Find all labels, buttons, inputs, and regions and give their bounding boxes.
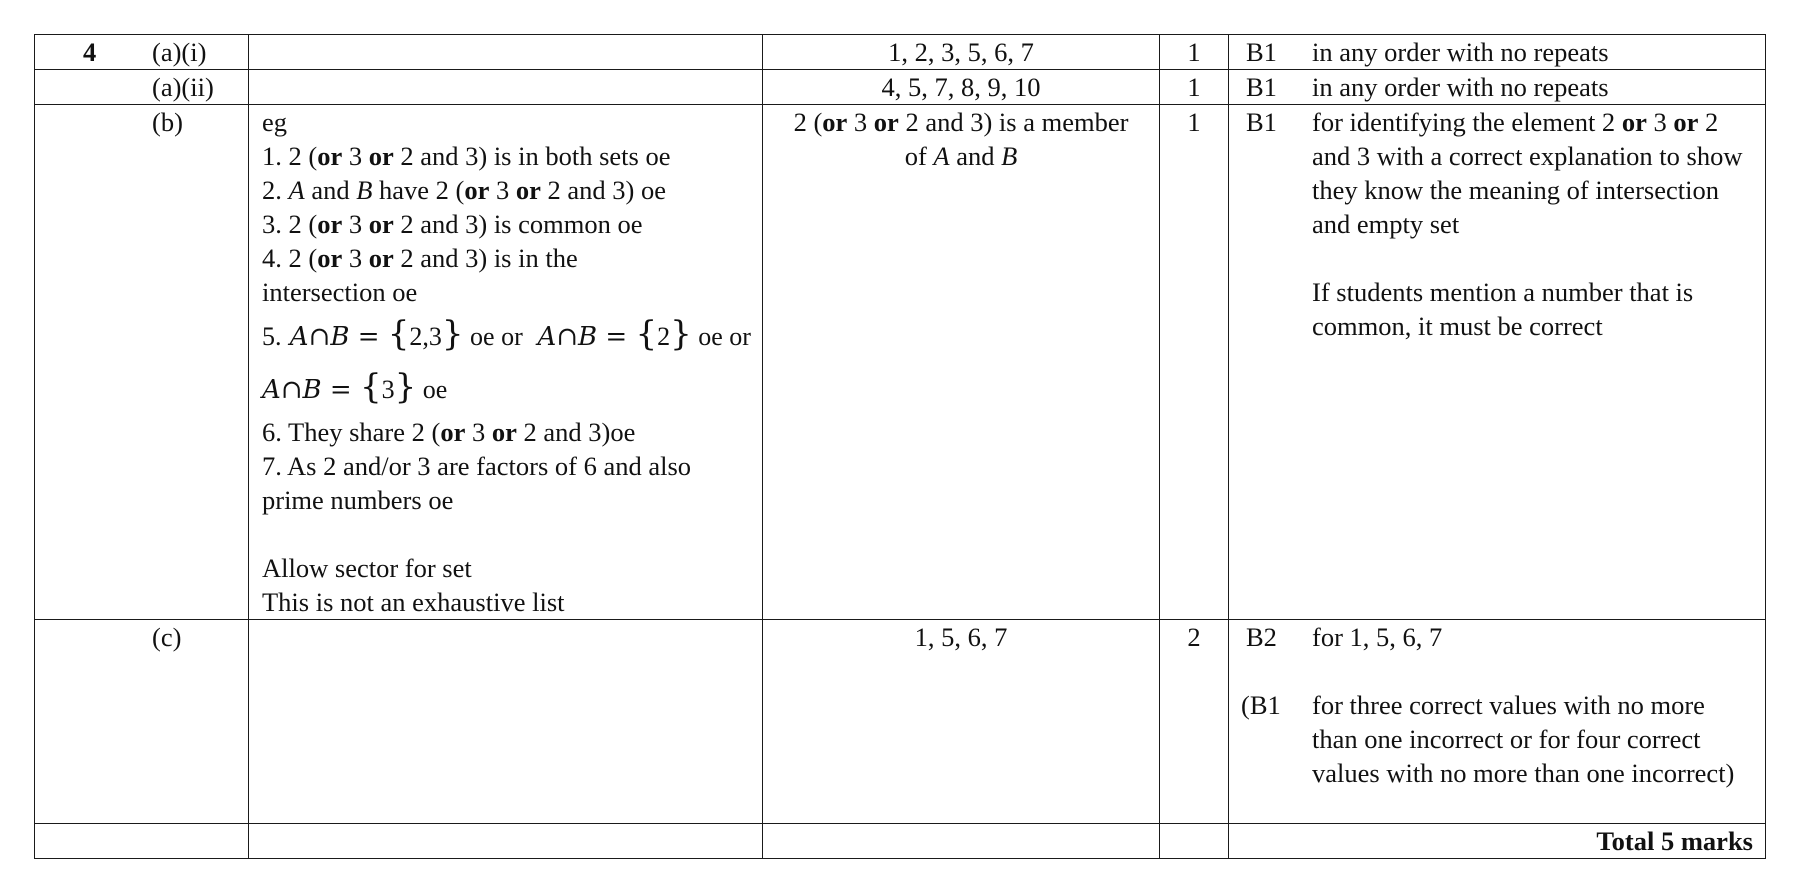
working-line-6: 6. They share 2 (or 3 or 2 and 3)oe bbox=[262, 417, 636, 447]
mark-code: B1 bbox=[1246, 37, 1277, 67]
question-cell bbox=[35, 105, 249, 620]
working-line-5b: A∩B = {3} oe bbox=[262, 367, 448, 407]
mark-cell: 2 bbox=[1160, 620, 1229, 824]
working-cell bbox=[249, 105, 763, 620]
working-line-4: 4. 2 (or 3 or 2 and 3) is in the bbox=[262, 243, 578, 273]
part-label: (a)(i) bbox=[152, 37, 207, 67]
guidance-extra: If students mention a number that is common, it must be correct bbox=[1312, 277, 1694, 341]
table-row-b bbox=[35, 105, 1766, 620]
working-cell bbox=[249, 620, 763, 824]
table-row-total bbox=[35, 824, 1766, 859]
guidance-partial-text: for three correct values with no more than one incorrect or for four correct values with no more than one incorrect) bbox=[1312, 690, 1735, 788]
working-allow: Allow sector for set bbox=[262, 553, 472, 583]
answer-line-2: of A and B bbox=[904, 141, 1018, 171]
working-line-7: 7. As 2 and/or 3 are factors of 6 and also bbox=[262, 451, 692, 481]
working-line-3: 3. 2 (or 3 or 2 and 3) is common oe bbox=[262, 209, 643, 239]
answer-cell: 1, 5, 6, 7 bbox=[763, 620, 1160, 824]
mark-code-partial: (B1 bbox=[1241, 690, 1281, 720]
guidance-cell bbox=[1229, 35, 1766, 70]
mark-cell: 1 bbox=[1160, 105, 1229, 620]
working-eg: eg bbox=[262, 107, 288, 137]
mark-code: B1 bbox=[1246, 107, 1277, 137]
table-row-a-ii bbox=[35, 70, 1766, 105]
guidance-text: for 1, 5, 6, 7 bbox=[1312, 622, 1443, 652]
working-line-2: 2. A and B have 2 (or 3 or 2 and 3) oe bbox=[262, 175, 667, 205]
part-label: (c) bbox=[152, 622, 182, 652]
guidance-text: in any order with no repeats bbox=[1312, 37, 1609, 67]
answer-cell bbox=[763, 105, 1160, 620]
mark-cell: 1 bbox=[1160, 70, 1229, 105]
answer-cell: 4, 5, 7, 8, 9, 10 bbox=[763, 70, 1160, 105]
table-row-a-i bbox=[35, 35, 1766, 70]
mark-scheme-page bbox=[34, 34, 1765, 859]
answer-line-1: 2 (or 3 or 2 and 3) is a member bbox=[793, 107, 1129, 137]
question-cell bbox=[35, 70, 249, 105]
working-line-5: 5. A∩B = {2,3} oe or A∩B = {2} oe or bbox=[262, 314, 751, 354]
mark-scheme-table bbox=[34, 34, 1766, 859]
total-marks: Total 5 marks bbox=[1229, 824, 1766, 859]
mark-cell: 1 bbox=[1160, 35, 1229, 70]
working-line-4b: intersection oe bbox=[262, 277, 418, 307]
guidance-cell bbox=[1229, 620, 1766, 824]
mark-code: B1 bbox=[1246, 72, 1277, 102]
working-cell bbox=[249, 35, 763, 70]
guidance-cell bbox=[1229, 105, 1766, 620]
question-cell bbox=[35, 620, 249, 824]
question-number: 4 bbox=[83, 37, 97, 67]
guidance-text: in any order with no repeats bbox=[1312, 72, 1609, 102]
part-label: (a)(ii) bbox=[152, 72, 214, 102]
part-label: (b) bbox=[152, 107, 183, 137]
working-line-1: 1. 2 (or 3 or 2 and 3) is in both sets oe bbox=[262, 141, 671, 171]
guidance-cell bbox=[1229, 70, 1766, 105]
mark-code: B2 bbox=[1246, 622, 1277, 652]
table-row-c bbox=[35, 620, 1766, 824]
guidance-text: for identifying the element 2 or 3 or 2 and 3 with a correct explanation to show they know the meaning of intersection and empty set If students mention a number that is common, it must be correct bbox=[1312, 105, 1765, 343]
question-cell bbox=[35, 35, 249, 70]
working-line-7b: prime numbers oe bbox=[262, 485, 454, 515]
answer-cell: 1, 2, 3, 5, 6, 7 bbox=[763, 35, 1160, 70]
working-note: This is not an exhaustive list bbox=[262, 587, 565, 617]
working-cell bbox=[249, 70, 763, 105]
